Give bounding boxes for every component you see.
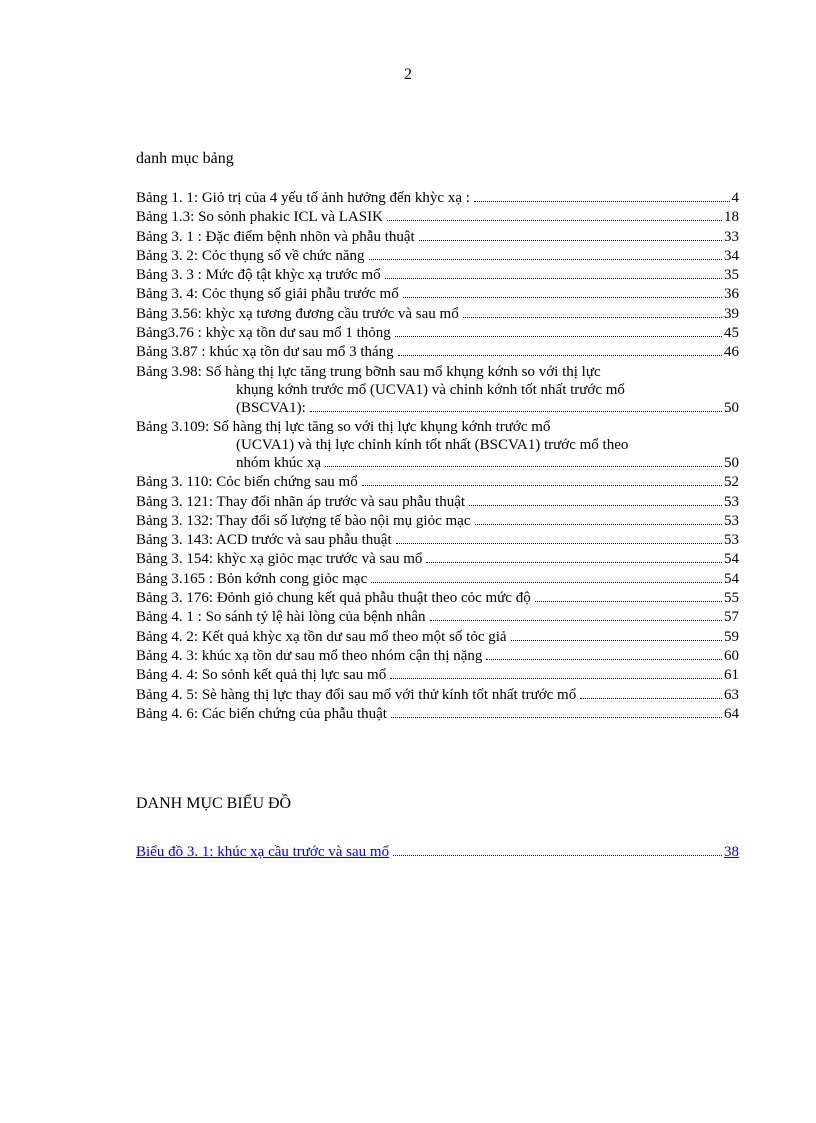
- toc-entry[interactable]: [136, 228, 739, 247]
- toc-entry-page: 54: [724, 570, 739, 587]
- dot-leader: [362, 485, 722, 486]
- toc-entry-page: 59: [724, 628, 739, 645]
- toc-entry-label: Bảng 3. 1 : Đặc điểm bệnh nhõn và phẫu thuật: [136, 228, 415, 245]
- toc-entry-label: Bảng 3.109: Số hàng thị lực tăng so với thị lực khụng kớnh trước mổ: [136, 418, 551, 435]
- dot-leader: [426, 562, 722, 563]
- toc-entry[interactable]: [136, 570, 739, 589]
- toc-entry-label: Bảng 3. 110: Cỏc biến chứng sau mổ: [136, 474, 358, 491]
- toc-entry-label: Bảng 4. 3: khúc xạ tồn dư sau mổ theo nhóm cận thị nặng: [136, 647, 483, 664]
- toc-entry-label: Bảng 3.165 : Bỏn kớnh cong giỏc mạc: [136, 570, 368, 587]
- toc-entry[interactable]: [136, 589, 739, 608]
- toc-entry-page: 36: [724, 286, 739, 303]
- toc-entry[interactable]: [136, 666, 739, 685]
- toc-entry-multiline[interactable]: [136, 363, 739, 418]
- toc-entry-label: Bảng 1. 1: Giỏ trị của 4 yếu tố ảnh hưởng đến khỳc xạ :: [136, 190, 470, 206]
- toc-entry-page: 35: [724, 267, 739, 284]
- toc-entry-label: Bảng 3.56: khỳc xạ tương đương cầu trước và sau mổ: [136, 305, 459, 322]
- toc-entry[interactable]: [136, 208, 739, 227]
- dot-leader: [371, 582, 722, 583]
- toc-entry[interactable]: [136, 628, 739, 647]
- dot-leader: [580, 698, 722, 699]
- toc-entry-page: 53: [724, 512, 739, 529]
- toc-entry-page: 60: [724, 647, 739, 664]
- dot-leader: [310, 411, 722, 412]
- toc-entry-label-cont: nhóm khúc xạ: [236, 455, 321, 472]
- dot-leader: [474, 201, 730, 202]
- dot-leader: [475, 524, 723, 525]
- page-number: 2: [404, 66, 412, 83]
- toc-entry[interactable]: [136, 189, 739, 208]
- toc-entry-page: 53: [724, 532, 739, 549]
- dot-leader: [511, 640, 722, 641]
- toc-entry-page: 46: [724, 344, 739, 361]
- toc-entry[interactable]: [136, 343, 739, 362]
- toc-entry-page: 54: [724, 551, 739, 568]
- toc-entry-page: 64: [724, 705, 739, 722]
- toc-entry-label: Bảng 3.87 : khúc xạ tồn dư sau mổ 3 tháng: [136, 344, 394, 361]
- dot-leader: [385, 278, 722, 279]
- toc-entry-page: 55: [724, 590, 739, 607]
- toc-entry[interactable]: [136, 531, 739, 550]
- dot-leader: [390, 678, 722, 679]
- toc-entry-page: 61: [724, 667, 739, 684]
- toc-entry-page: 57: [724, 609, 739, 626]
- tables-heading: danh mục bảng: [136, 150, 234, 167]
- toc-entry[interactable]: [136, 550, 739, 569]
- toc-entry-label: Bảng 4. 4: So sỏnh kết quả thị lực sau mổ: [136, 667, 387, 684]
- toc-entry[interactable]: [136, 473, 739, 492]
- toc-entry-label: Bảng 3. 176: Đỏnh giỏ chung kết quả phẫu thuật theo cỏc mức độ: [136, 590, 531, 607]
- toc-entry-label-cont: (UCVA1) và thị lực chỉnh kính tốt nhất (BSCVA1) trước mổ theo: [236, 437, 629, 454]
- dot-leader: [463, 317, 722, 318]
- dot-leader: [396, 543, 722, 544]
- table-list: [136, 189, 739, 724]
- toc-entry-page: 63: [724, 686, 739, 703]
- toc-entry-label: Bảng 4. 6: Các biến chứng của phẫu thuật: [136, 705, 387, 722]
- toc-entry-label: Bảng 3. 4: Cỏc thụng số giải phẫu trước mổ: [136, 286, 399, 303]
- toc-entry[interactable]: [136, 305, 739, 324]
- toc-entry-label: Bảng 1.3: So sỏnh phakic ICL và LASIK: [136, 209, 383, 226]
- toc-entry-label: Bảng3.76 : khỳc xạ tồn dư sau mổ 1 thỏng: [136, 325, 391, 342]
- dot-leader: [430, 620, 722, 621]
- toc-entry-page: 39: [724, 305, 739, 322]
- toc-entry[interactable]: [136, 705, 739, 724]
- toc-entry-label-cont: khụng kớnh trước mổ (UCVA1) và chỉnh kớnh tốt nhất trước mổ: [236, 381, 625, 398]
- charts-heading: DANH MỤC BIỂU ĐỒ: [136, 795, 292, 812]
- dot-leader: [486, 659, 722, 660]
- toc-entry-label: Bảng 3. 154: khỳc xạ giỏc mạc trước và sau mổ: [136, 551, 423, 568]
- toc-entry-page: 4: [731, 190, 739, 206]
- toc-entry-label: Bảng 3. 2: Cỏc thụng số về chức năng: [136, 247, 365, 264]
- toc-entry-label: Bảng 3. 132: Thay đổi số lượng tế bào nội mụ giỏc mạc: [136, 512, 471, 529]
- dot-leader: [403, 297, 722, 298]
- toc-entry[interactable]: [136, 247, 739, 266]
- toc-entry-page: 50: [724, 399, 739, 416]
- toc-entry[interactable]: [136, 324, 739, 343]
- toc-entry[interactable]: [136, 608, 739, 627]
- toc-entry[interactable]: [136, 493, 739, 512]
- toc-entry-multiline[interactable]: [136, 418, 739, 473]
- dot-leader: [393, 855, 722, 856]
- toc-entry-label: Bảng 3.98: Số hàng thị lực tăng trung bỡnh sau mổ khụng kớnh so với thị lực: [136, 363, 601, 380]
- dot-leader: [395, 336, 722, 337]
- toc-entry-page: 33: [724, 228, 739, 245]
- toc-entry-label: Bảng 3. 143: ACD trước và sau phẫu thuật: [136, 532, 392, 549]
- toc-entry[interactable]: [136, 647, 739, 666]
- toc-entry-page: 50: [724, 455, 739, 472]
- toc-entry-page: 34: [724, 247, 739, 264]
- dot-leader: [419, 240, 722, 241]
- dot-leader: [535, 601, 722, 602]
- chart-list: [136, 843, 739, 862]
- toc-entry[interactable]: [136, 285, 739, 304]
- toc-entry-label: Biểu đồ 3. 1: khúc xạ cầu trước và sau mổ: [136, 844, 390, 860]
- dot-leader: [325, 466, 722, 467]
- toc-entry-page: 45: [724, 325, 739, 342]
- dot-leader: [369, 259, 722, 260]
- toc-entry[interactable]: [136, 512, 739, 531]
- toc-entry-label: Bảng 3. 121: Thay đổi nhãn áp trước và sau phẫu thuật: [136, 493, 466, 510]
- dot-leader: [391, 717, 722, 718]
- dot-leader: [398, 355, 722, 356]
- toc-entry-label: Bảng 4. 1 : So sánh tỷ lệ hài lòng của bệnh nhân: [136, 609, 426, 626]
- toc-entry[interactable]: [136, 686, 739, 705]
- toc-entry-label: Bảng 3. 3 : Mức độ tật khỳc xạ trước mổ: [136, 267, 381, 284]
- toc-entry-page: 18: [724, 209, 739, 226]
- dot-leader: [469, 505, 722, 506]
- toc-entry-label-cont: (BSCVA1):: [236, 399, 306, 416]
- toc-entry-link[interactable]: [136, 843, 739, 862]
- toc-entry-page: 52: [724, 474, 739, 491]
- dot-leader: [387, 220, 722, 221]
- toc-entry-label: Bảng 4. 5: Sè hàng thị lực thay đổi sau mổ với thử kính tốt nhất trước mổ: [136, 686, 577, 703]
- toc-entry-label: Bảng 4. 2: Kết quả khỳc xạ tồn dư sau mổ theo một số tỏc giả: [136, 628, 507, 645]
- toc-entry-page: 53: [724, 493, 739, 510]
- toc-entry-page: 38: [724, 844, 739, 860]
- toc-entry[interactable]: [136, 266, 739, 285]
